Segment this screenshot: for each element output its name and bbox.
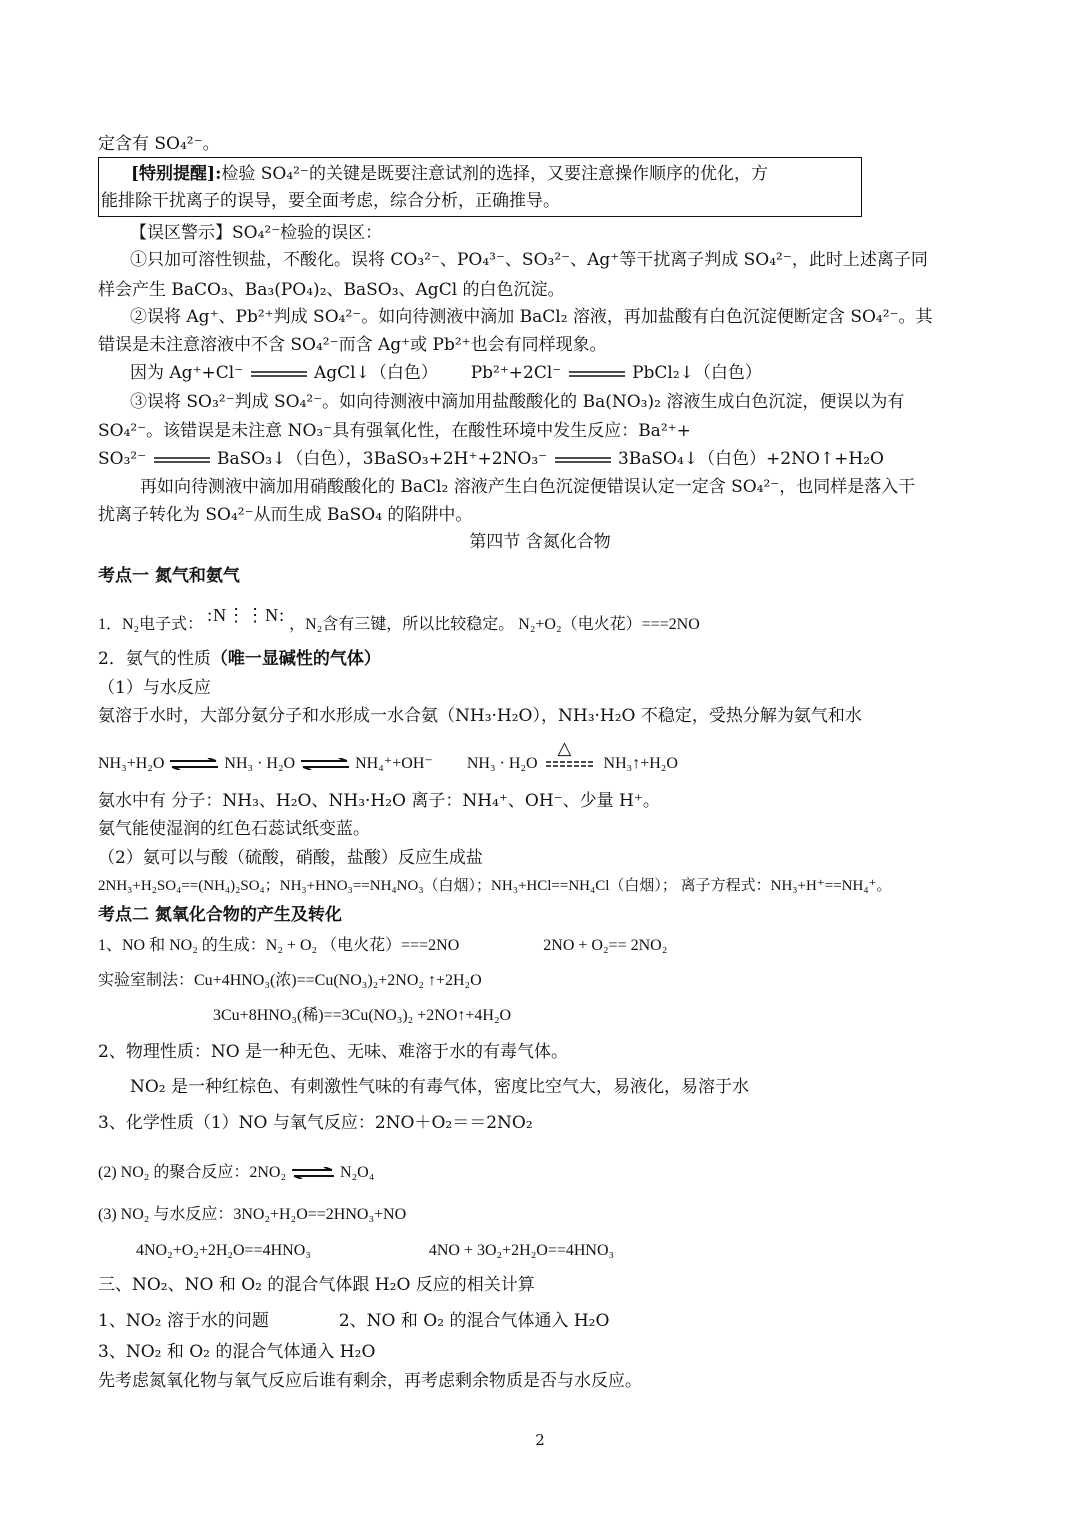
- text-line: 1、NO₂ 溶于水的问题 2、NO 和 O₂ 的混合气体通入 H₂O: [98, 1311, 610, 1331]
- heading: 考点一 氮气和氨气: [98, 566, 240, 586]
- equation-line: 实验室制法：Cu+4HNO₃(浓)==Cu(NO₃)₂+2NO₂ ↑+2H₂O: [98, 972, 482, 989]
- text-line: 能排除干扰离子的误导，要全面考虑，综合分析，正确推导。: [101, 191, 560, 211]
- text-line: 氨溶于水时，大部分氨分子和水形成一水合氨（NH₃·H₂O），NH₃·H₂O 不稳定，受热分解为氨气和水: [98, 706, 862, 726]
- text-line: ①只加可溶性钡盐，不酸化。误将 CO₃²⁻、PO₄³⁻、SO₃²⁻、Ag⁺等干扰离子判成 SO₄²⁻，此时上述离子同: [130, 250, 928, 270]
- heading: 考点二 氮氧化合物的产生及转化: [98, 905, 342, 925]
- reminder-box: [98, 157, 862, 217]
- electron-dot-formula: :N⋮⋮N:: [207, 605, 286, 625]
- text-line: （1）与水反应: [98, 678, 211, 698]
- reversible-arrow-icon: [299, 758, 351, 770]
- page-number: 2: [535, 1431, 545, 1449]
- equals-arrow-icon: [567, 369, 627, 379]
- equation-line: 1、NO 和 NO₂ 的生成：N₂ + O₂ （电火花）===2NO 2NO + O₂== 2NO₂: [98, 937, 668, 954]
- equation-line: (3) NO₂ 与水反应：3NO₂+H₂O==2HNO₃+NO: [98, 1206, 407, 1223]
- heat-delta-icon: △: [557, 738, 572, 759]
- text-line: （2）氨可以与酸（硫酸，硝酸，盐酸）反应生成盐: [98, 848, 483, 868]
- heading: 三、NO₂、NO 和 O₂ 的混合气体跟 H₂O 反应的相关计算: [98, 1275, 535, 1295]
- text-line: 3、NO₂ 和 O₂ 的混合气体通入 H₂O: [98, 1342, 376, 1362]
- equation-line: 3Cu+8HNO₃(稀)==3Cu(NO₃)₂ +2NO↑+4H₂O: [213, 1007, 512, 1024]
- equation-line: SO₃²⁻ BaSO₃↓（白色），3BaSO₃+2H⁺+2NO₃⁻ 3BaSO₄↓（白色）+2NO↑+H₂O: [98, 449, 884, 469]
- equation-line: (2) NO₂ 的聚合反应：2NO₂ N₂O₄: [98, 1164, 375, 1181]
- text-line: NO₂ 是一种红棕色、有刺激性气味的有毒气体，密度比空气大，易液化，易溶于水: [130, 1077, 750, 1097]
- equation-line: 2NH₃+H₂SO₄==(NH₄)₂SO₄；NH₃+HNO₃==NH₄NO₃（白烟）；NH₃+HCl==NH₄Cl（白烟）； 离子方程式：NH₃+H⁺==NH₄⁺。: [98, 878, 892, 894]
- text-line: 2、物理性质：NO 是一种无色、无味、难溶于水的有毒气体。: [98, 1042, 569, 1062]
- reversible-arrow-icon: [290, 1167, 336, 1179]
- text-line: ③误将 SO₃²⁻判成 SO₄²⁻。如向待测液中滴加用盐酸酸化的 Ba(NO₃)₂ 溶液生成白色沉淀，便误以为有: [130, 392, 905, 412]
- text-line: 扰离子转化为 SO₄²⁻从而生成 BaSO₄ 的陷阱中。: [98, 505, 473, 525]
- section-title: 第四节 含氮化合物: [469, 532, 611, 552]
- reversible-arrow-icon: [168, 758, 220, 770]
- equation-line: 3、化学性质（1）NO 与氧气反应：2NO＋O₂＝＝2NO₂: [98, 1113, 533, 1133]
- text-line: 错误是未注意溶液中不含 SO₄²⁻而含 Ag⁺或 Pb²⁺也会有同样现象。: [98, 335, 607, 355]
- text-line: 【误区警示】SO₄²⁻检验的误区：: [130, 223, 383, 243]
- equation-line: 1．N₂电子式： :N⋮⋮N: ，N₂含有三键，所以比较稳定。 N₂+O₂（电火花）===2NO: [98, 605, 700, 633]
- equation-line: 4NO₂+O₂+2H₂O==4HNO₃ 4NO + 3O₂+2H₂O==4HNO₃: [136, 1242, 615, 1259]
- text-line: [特别提醒]:检验 SO₄²⁻的关键是既要注意试剂的选择，又要注意操作顺序的优化，方: [131, 164, 768, 184]
- equals-arrow-icon: [544, 759, 596, 769]
- text-line: 先考虑氮氧化物与氧气反应后谁有剩余，再考虑剩余物质是否与水反应。: [98, 1371, 642, 1391]
- text-line: 氨水中有 分子：NH₃、H₂O、NH₃·H₂O 离子：NH₄⁺、OH⁻、少量 H⁺。: [98, 791, 660, 811]
- heading: 2．氨气的性质（唯一显碱性的气体）: [98, 649, 381, 669]
- equation-line: 因为 Ag⁺+Cl⁻ AgCl↓（白色） Pb²⁺+2Cl⁻ PbCl₂↓（白色）: [130, 363, 762, 383]
- text-line: 氨气能使湿润的红色石蕊试纸变蓝。: [98, 819, 370, 839]
- equals-arrow-icon: [553, 455, 613, 465]
- text-line: SO₄²⁻。该错误是未注意 NO₃⁻具有强氧化性，在酸性环境中发生反应：Ba²⁺+: [98, 421, 691, 441]
- text-line: 定含有 SO₄²⁻。: [98, 134, 220, 154]
- text-line: ②误将 Ag⁺、Pb²⁺判成 SO₄²⁻。如向待测液中滴加 BaCl₂ 溶液，再加盐酸有白色沉淀便断定含 SO₄²⁻。其: [130, 307, 933, 327]
- text-line: 再如向待测液中滴加用硝酸酸化的 BaCl₂ 溶液产生白色沉淀便错误认定一定含 SO₄²⁻，也同样是落入干: [140, 477, 916, 497]
- equals-arrow-icon: [249, 369, 309, 379]
- text-line: 样会产生 BaCO₃、Ba₃(PO₄)₂、BaSO₃、AgCl 的白色沉淀。: [98, 280, 565, 300]
- equals-arrow-icon: [152, 455, 212, 465]
- equation-line: NH₃+H₂O NH₃ · H₂O NH₄⁺+OH⁻ NH₃ · H₂O △ NH₃↑+H₂O: [98, 738, 678, 772]
